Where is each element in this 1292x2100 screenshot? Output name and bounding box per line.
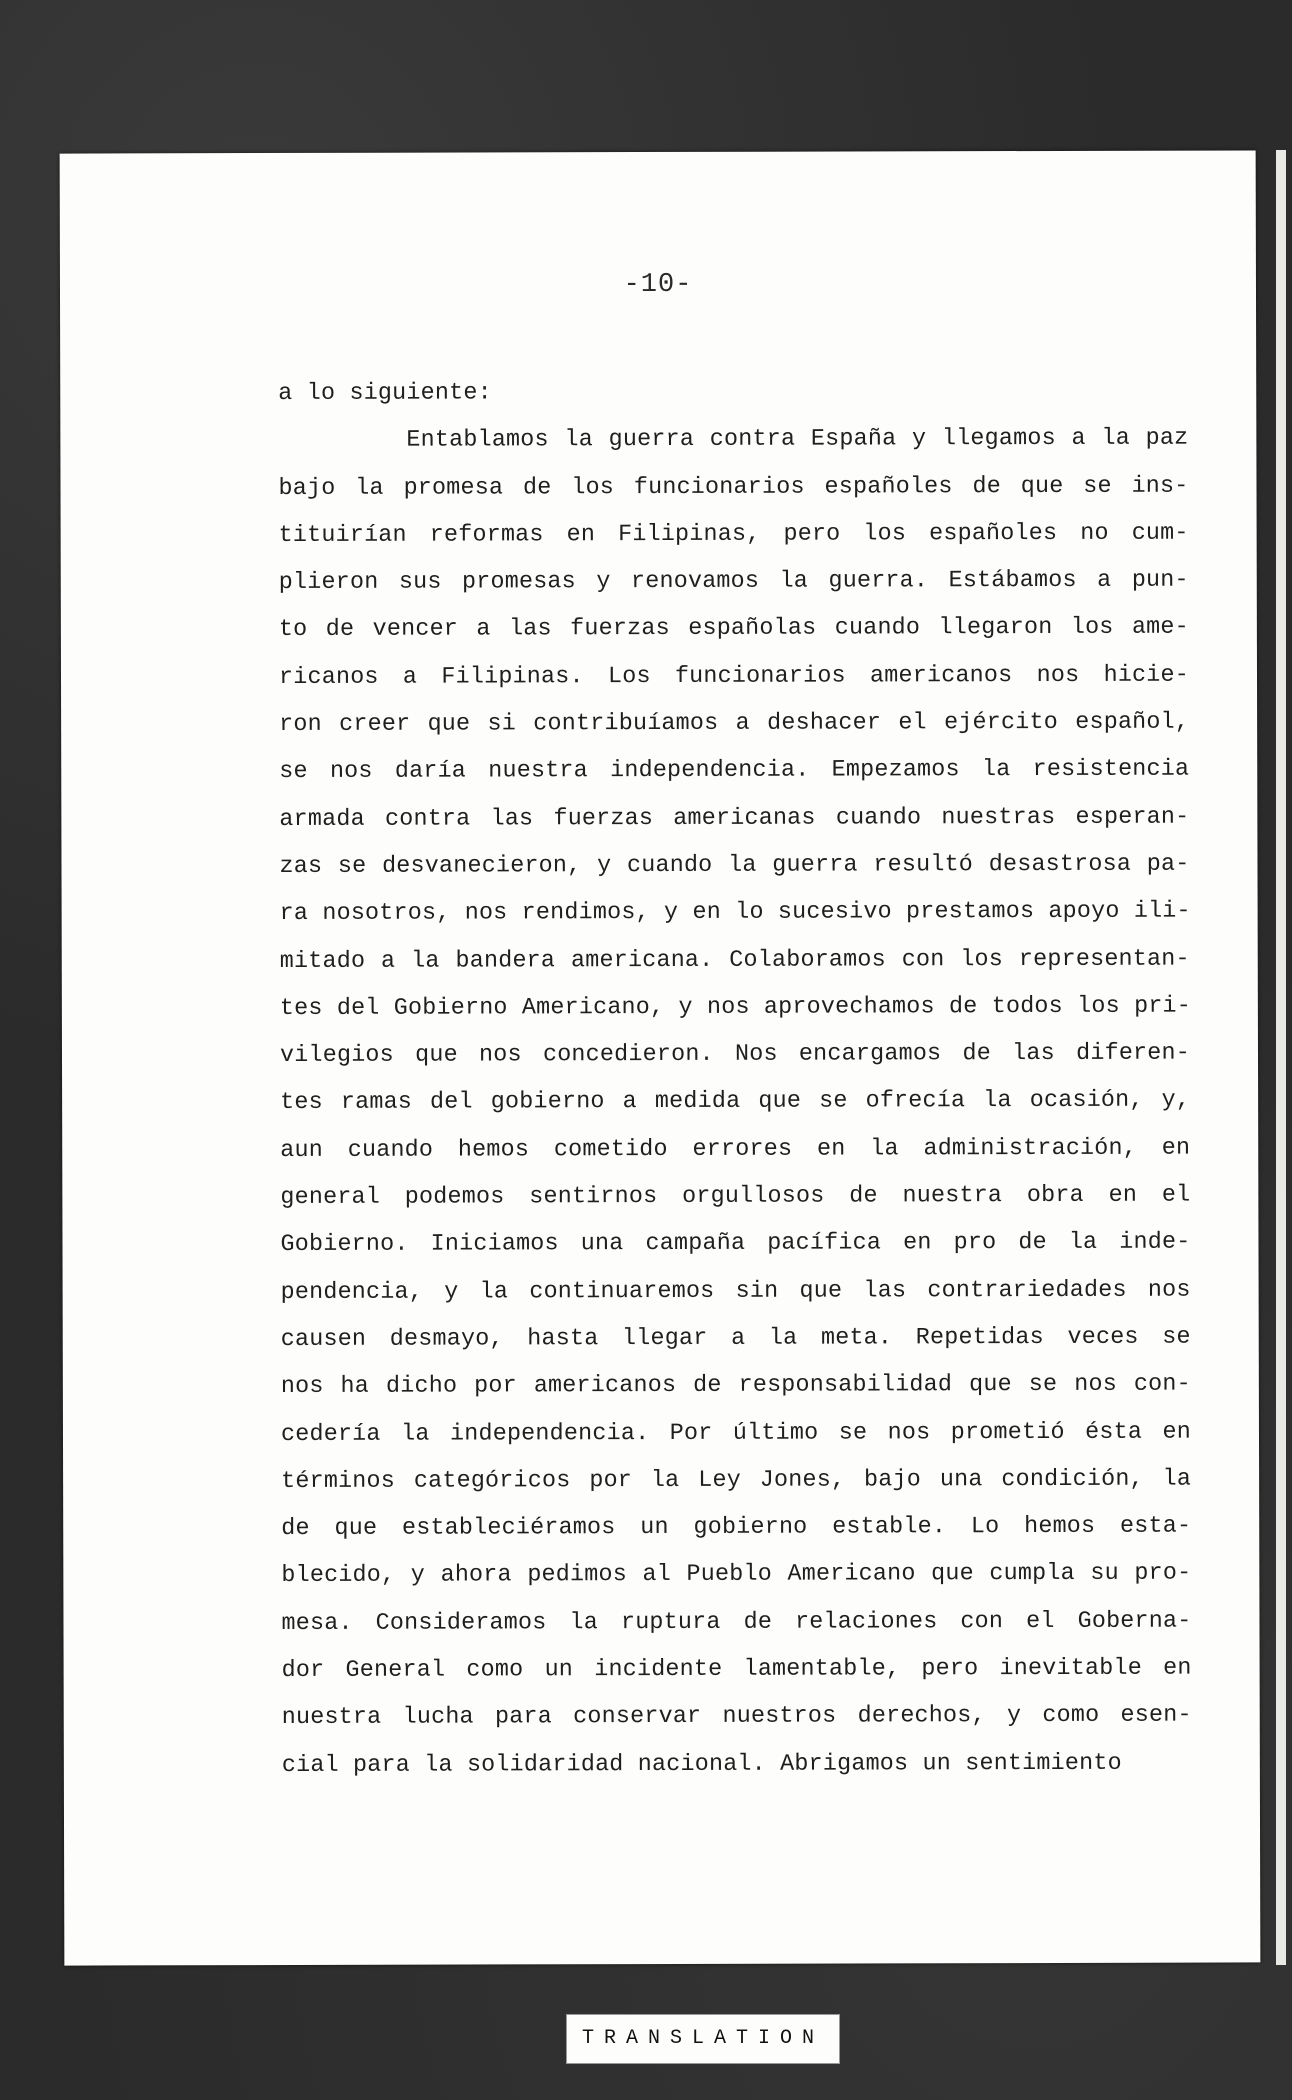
text-line: ricanos a Filipinas. Los funcionarios americanos nos hicie-	[278, 662, 1190, 691]
text-line: tes ramas del gobierno a medida que se ofrecía la ocasión, y,	[280, 1088, 1191, 1117]
text-line: términos categóricos por la Ley Jones, bajo una condición, la	[281, 1466, 1192, 1495]
text-line: plieron sus promesas y renovamos la guerra. Estábamos a pun-	[278, 567, 1189, 597]
text-line: to de vencer a las fuerzas españolas cuando llegaron los ame-	[278, 615, 1189, 644]
text-line: pendencia, y la continuaremos sin que las contrariedades nos	[280, 1277, 1191, 1306]
text-line: armada contra las fuerzas americanas cuando nuestras esperan-	[279, 804, 1190, 833]
text-line: tituirían reformas en Filipinas, pero los españoles no cum-	[278, 520, 1189, 549]
paper-page	[60, 150, 1261, 1965]
text-line: Entablamos la guerra contra España y llegamos a la paz	[406, 425, 1189, 454]
text-line: tes del Gobierno Americano, y nos aprovechamos de todos los pri-	[279, 993, 1192, 1022]
text-line: ra nosotros, nos rendimos, y en lo sucesivo prestamos apoyo ili-	[279, 898, 1191, 928]
text-line: de que estableciéramos un gobierno estable. Lo hemos esta-	[281, 1513, 1192, 1543]
text-line: cial para la solidaridad nacional. Abrigamos un sentimiento	[281, 1750, 1122, 1779]
text-line: vilegios que nos concedieron. Nos encargamos de las diferen-	[279, 1040, 1191, 1070]
text-line: cedería la independencia. Por último se nos prometió ésta en	[280, 1419, 1192, 1448]
text-line: se nos daría nuestra independencia. Empezamos la resistencia	[279, 756, 1190, 786]
text-line: nuestra lucha para conservar nuestros derechos, y como esen-	[281, 1702, 1192, 1732]
body-text	[278, 369, 1192, 1790]
text-line: bajo la promesa de los funcionarios españoles de que se ins-	[278, 473, 1189, 502]
text-line: ron creer que si contribuíamos a deshacer el ejército español,	[279, 709, 1190, 739]
text-line: aun cuando hemos cometido errores en la administración, en	[280, 1135, 1191, 1164]
text-line: zas se desvanecieron, y cuando la guerra resultó desastrosa pa-	[279, 851, 1190, 880]
page-number: -10-	[623, 269, 693, 301]
text-line: blecido, y ahora pedimos al Pueblo Americano que cumpla su pro-	[281, 1561, 1192, 1590]
text-line: nos ha dicho por americanos de responsabilidad que se nos con-	[280, 1371, 1191, 1401]
text-line: general podemos sentirnos orgullosos de nuestra obra en el	[280, 1182, 1191, 1212]
text-line: dor General como un incidente lamentable, pero inevitable en	[281, 1655, 1192, 1685]
text-line: mitado a la bandera americana. Colaboramos con los representan-	[279, 946, 1190, 975]
text-line: causen desmayo, hasta llegar a la meta. Repetidas veces se	[280, 1324, 1191, 1353]
translation-stamp: TRANSLATION	[566, 2014, 840, 2064]
text-line: a lo siguiente:	[278, 380, 492, 407]
text-line: mesa. Consideramos la ruptura de relaciones con el Goberna-	[281, 1608, 1192, 1637]
page-edge	[1276, 150, 1286, 1965]
text-line: Gobierno. Iniciamos una campaña pacífica en pro de la inde-	[280, 1229, 1191, 1259]
